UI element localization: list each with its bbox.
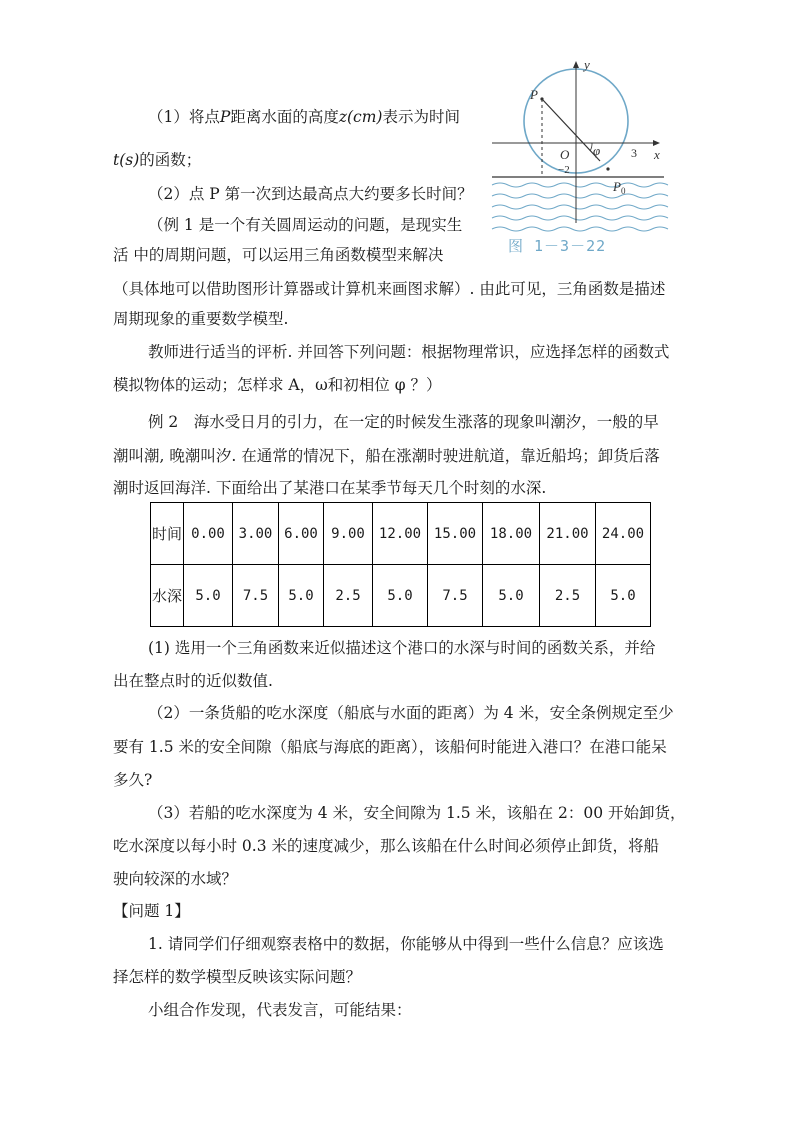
example2-line1: 例 2 海水受日月的引力，在一定的时候发生涨落的现象叫潮汐，一般的早 [148, 413, 659, 431]
q2-line3: 多久? [113, 771, 153, 789]
q2-line2: 要有 1.5 米的安全间隙（船底与海底的距离），该船何时能进入港口？在港口能呆 [113, 738, 667, 756]
text: 的函数； [139, 151, 202, 169]
teacher-line2: 模拟物体的运动；怎样求 A，ω和初相位 φ ？） [113, 376, 442, 394]
depth-cell: 5.0 [596, 565, 651, 627]
depth-cell: 2.5 [540, 565, 596, 627]
y-axis-arrow [573, 61, 579, 68]
problem1-line2 [113, 150, 201, 170]
time-cell: 24.00 [596, 503, 651, 565]
teacher-line1: 教师进行适当的评析. 并回答下列问题：根据物理常识，应选择怎样的函数式 [148, 343, 670, 361]
time-cell: 3.00 [233, 503, 279, 565]
figure-caption: 图 1－3－22 [508, 237, 607, 255]
var-z: z(cm) [338, 108, 383, 126]
time-cell: 6.00 [279, 503, 324, 565]
q3-line2: 吃水深度以每小时 0.3 米的速度减少，那么该船在什么时间必须停止卸货，将船 [113, 837, 660, 855]
radius-op [542, 99, 600, 161]
q2-line1: （2）一条货船的吃水深度（船底与水面的距离）为 4 米，安全条例规定至少 [148, 704, 674, 722]
label-o: O [560, 147, 570, 162]
issue-line3: 小组合作发现，代表发言，可能结果： [148, 1001, 412, 1019]
text: （1）将点 [148, 108, 220, 126]
issue-line1: 1. 请同学们仔细观察表格中的数据，你能够从中得到一些什么信息？应该选 [148, 935, 664, 953]
x-axis-arrow [653, 140, 660, 146]
note-line1: （例 1 是一个有关圆周运动的问题，是现实生 [148, 216, 463, 234]
issue-heading: 【问题 1】 [113, 902, 190, 920]
label-p0 [612, 179, 626, 196]
depth-cell: 5.0 [483, 565, 540, 627]
time-cell: 21.00 [540, 503, 596, 565]
time-cell: 15.00 [428, 503, 483, 565]
label-p0-main: P [613, 179, 621, 194]
depth-label-cell: 水深 [151, 565, 184, 627]
circle-diagram [488, 55, 673, 260]
note-line4: 周期现象的重要数学模型. [113, 310, 289, 328]
depth-cell: 7.5 [233, 565, 279, 627]
problem1-q2: （2）点 P 第一次到达最高点大约要多长时间？ [148, 185, 473, 203]
text: 表示为时间 [382, 108, 460, 126]
time-cell: 12.00 [373, 503, 428, 565]
depth-cell: 5.0 [373, 565, 428, 627]
label-p: P [530, 87, 538, 102]
point-p0 [606, 167, 609, 170]
angle-arc [590, 143, 592, 151]
depth-cell: 5.0 [279, 565, 324, 627]
q1-line1: (1) 选用一个三角函数来近似描述这个港口的水深与时间的函数关系，并给 [148, 639, 656, 657]
var-t: t(s) [113, 151, 140, 169]
label-x: x [654, 147, 660, 162]
label-3: 3 [631, 146, 637, 160]
time-cell: 18.00 [483, 503, 540, 565]
table-row-depth [151, 565, 651, 627]
q3-line1: （3）若船的吃水深度为 4 米，安全间隙为 1.5 米，该船在 2：00 开始卸货， [148, 804, 686, 822]
time-cell: 0.00 [184, 503, 233, 565]
label-y: y [584, 57, 590, 72]
tide-table [150, 502, 651, 627]
label-phi: φ [593, 143, 601, 158]
depth-cell: 2.5 [324, 565, 373, 627]
depth-cell: 7.5 [428, 565, 483, 627]
depth-cell: 5.0 [184, 565, 233, 627]
point-p [540, 97, 543, 100]
text: 距离水面的高度 [230, 108, 339, 126]
example2-line2: 潮叫潮, 晚潮叫汐. 在通常的情况下，船在涨潮时驶进航道，靠近船坞；卸货后落 [113, 447, 660, 465]
label-neg2: −2 [558, 164, 570, 176]
note-line2: 活 中的周期问题，可以运用三角函数模型来解决 [113, 246, 444, 264]
q3-line3: 驶向较深的水域？ [113, 870, 238, 888]
example2-line3: 潮时返回海洋. 下面给出了某港口在某季节每天几个时刻的水深. [113, 479, 547, 497]
water-waves [492, 183, 668, 231]
issue-line2: 择怎样的数学模型反映该实际问题？ [113, 968, 362, 986]
time-label-cell: 时间 [151, 503, 184, 565]
label-p0-sub: 0 [620, 186, 626, 196]
var-p: P [219, 108, 231, 126]
problem1-line1 [148, 107, 460, 127]
note-line3: （具体地可以借助图形计算器或计算机来画图求解）. 由此可见，三角函数是描述 [113, 280, 666, 298]
table-row-time [151, 503, 651, 565]
time-cell: 9.00 [324, 503, 373, 565]
q1-line2: 出在整点时的近似数值. [113, 672, 273, 690]
